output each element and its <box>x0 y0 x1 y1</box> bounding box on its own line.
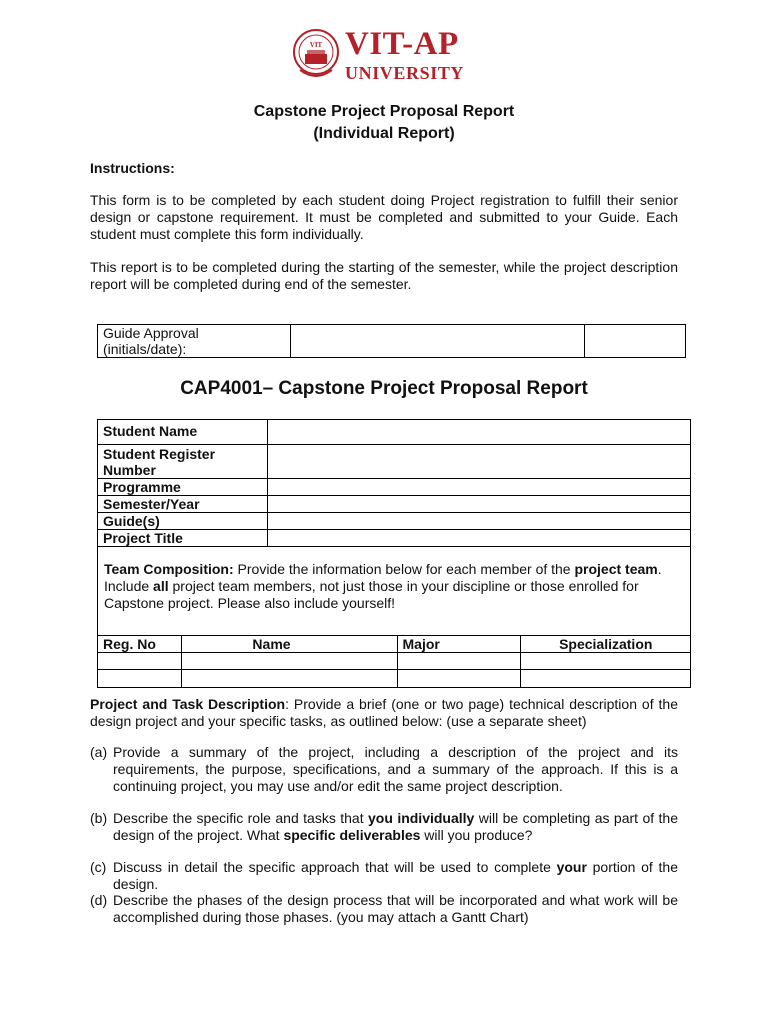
item-b-text-b: will be completing as part of the design of the project. What <box>113 810 679 843</box>
register-number-label <box>98 445 268 479</box>
logo-text-line2: UNIVERSITY <box>345 63 465 83</box>
column-header-specialization: Specialization <box>520 636 691 653</box>
programme-label: Programme <box>98 479 268 496</box>
list-item <box>90 859 678 893</box>
column-header-reg-no: Reg. No <box>98 636 181 653</box>
item-a-text: Provide a summary of the project, including a description of the project and its requirements, the purpose, specifications, and a summary of the approach. If this is a continuing project, you may use and/or edit the same project description. <box>113 744 678 794</box>
item-d-text: Describe the phases of the design process that will be incorporated and what work will be accomplished during those phases. (you may attach a Gantt Chart) <box>113 892 678 925</box>
table-row <box>98 670 691 687</box>
team-row-2-specialization[interactable] <box>520 670 691 687</box>
university-seal-icon <box>292 28 340 80</box>
item-c-text-a: Discuss in detail the specific approach that will be used to complete <box>113 859 557 875</box>
item-b-emph-b: specific deliverables <box>283 827 421 843</box>
university-logo <box>292 28 482 84</box>
guides-field[interactable] <box>268 513 691 530</box>
guide-approval-date-field[interactable] <box>585 325 686 358</box>
team-composition-emph-team: project team <box>574 561 658 577</box>
team-composition-section <box>98 547 691 688</box>
team-row-2-name[interactable] <box>181 670 397 687</box>
item-c-emph-a: your <box>556 859 587 875</box>
team-composition-heading: Team Composition: <box>104 561 234 577</box>
item-c-text <box>113 859 678 893</box>
team-row-1-name[interactable] <box>181 653 397 670</box>
list-item <box>90 892 678 926</box>
team-composition-text-line2 <box>104 578 685 595</box>
team-composition-text-b: . <box>657 561 662 577</box>
register-number-field[interactable] <box>268 445 691 479</box>
guide-approval-label-line2: (initials/date): <box>103 341 187 357</box>
guide-approval-label-line1: Guide Approval <box>103 325 199 341</box>
guides-label: Guide(s) <box>98 513 268 530</box>
team-row-1-reg-no[interactable] <box>98 653 181 670</box>
instructions-heading: Instructions: <box>90 160 175 176</box>
task-description-paragraph <box>90 696 678 730</box>
team-composition-emph-all: all <box>153 578 169 594</box>
list-item <box>90 810 678 844</box>
item-c-text-b: portion of the design. <box>113 859 678 892</box>
item-b-text <box>113 810 678 844</box>
team-row-1-specialization[interactable] <box>520 653 691 670</box>
project-title-field[interactable] <box>268 530 691 547</box>
item-b-text-a: Describe the specific role and tasks that <box>113 810 369 826</box>
document-subtitle: (Individual Report) <box>313 125 455 142</box>
project-title-label: Project Title <box>98 530 268 547</box>
proposal-form-table <box>97 419 691 688</box>
team-members-table <box>98 635 691 687</box>
team-composition-text-c: Include <box>104 578 154 594</box>
item-b-text-c: will you produce? <box>420 827 533 843</box>
instructions-paragraph-1: This form is to be completed by each student doing Project registration to fulfill their senior design or capstone requirement. It must be completed and submitted to your Guide. Each student must complete this form individually. <box>90 192 678 242</box>
guide-approval-initials-field[interactable] <box>291 325 585 358</box>
instructions-paragraph-2: This report is to be completed during the starting of the semester, while the project description report will be completed during end of the semester. <box>90 259 678 292</box>
semester-year-field[interactable] <box>268 496 691 513</box>
logo-text-line1: VIT-AP <box>345 26 459 62</box>
guide-approval-table <box>97 324 686 358</box>
column-header-major: Major <box>397 636 520 653</box>
list-item <box>90 744 678 795</box>
team-row-1-major[interactable] <box>397 653 520 670</box>
item-a-label: (a) <box>90 744 108 760</box>
task-description-text: : Provide a brief (one or two page) technical description of the design project and your specific tasks, as outlined below: (use a separate sheet) <box>90 696 679 729</box>
register-number-label-line2: Number <box>103 462 156 478</box>
item-c-label: (c) <box>90 859 107 875</box>
team-row-2-major[interactable] <box>397 670 520 687</box>
semester-year-label: Semester/Year <box>98 496 268 513</box>
guide-approval-label <box>98 325 291 358</box>
team-composition-text-line3: Capstone project. Please also include yourself! <box>104 595 396 611</box>
programme-field[interactable] <box>268 479 691 496</box>
team-row-2-reg-no[interactable] <box>98 670 181 687</box>
student-name-field[interactable] <box>268 420 691 445</box>
student-name-label: Student Name <box>98 420 268 445</box>
document-title: Capstone Project Proposal Report <box>253 103 515 120</box>
team-composition-text-a: Provide the information below for each member of the <box>233 561 575 577</box>
register-number-label-line1: Student Register <box>103 446 216 462</box>
column-header-name: Name <box>181 636 397 653</box>
seal-text: VIT <box>309 41 323 49</box>
item-d-label: (d) <box>90 892 108 908</box>
form-title: CAP4001– Capstone Project Proposal Report <box>180 378 588 399</box>
task-description-heading: Project and Task Description <box>90 696 286 712</box>
team-composition-text-d: project team members, not just those in your discipline or those enrolled for <box>168 578 639 594</box>
team-composition-text-line1 <box>104 561 685 578</box>
item-b-label: (b) <box>90 810 108 826</box>
item-b-emph-a: you individually <box>368 810 475 826</box>
table-row <box>98 653 691 670</box>
